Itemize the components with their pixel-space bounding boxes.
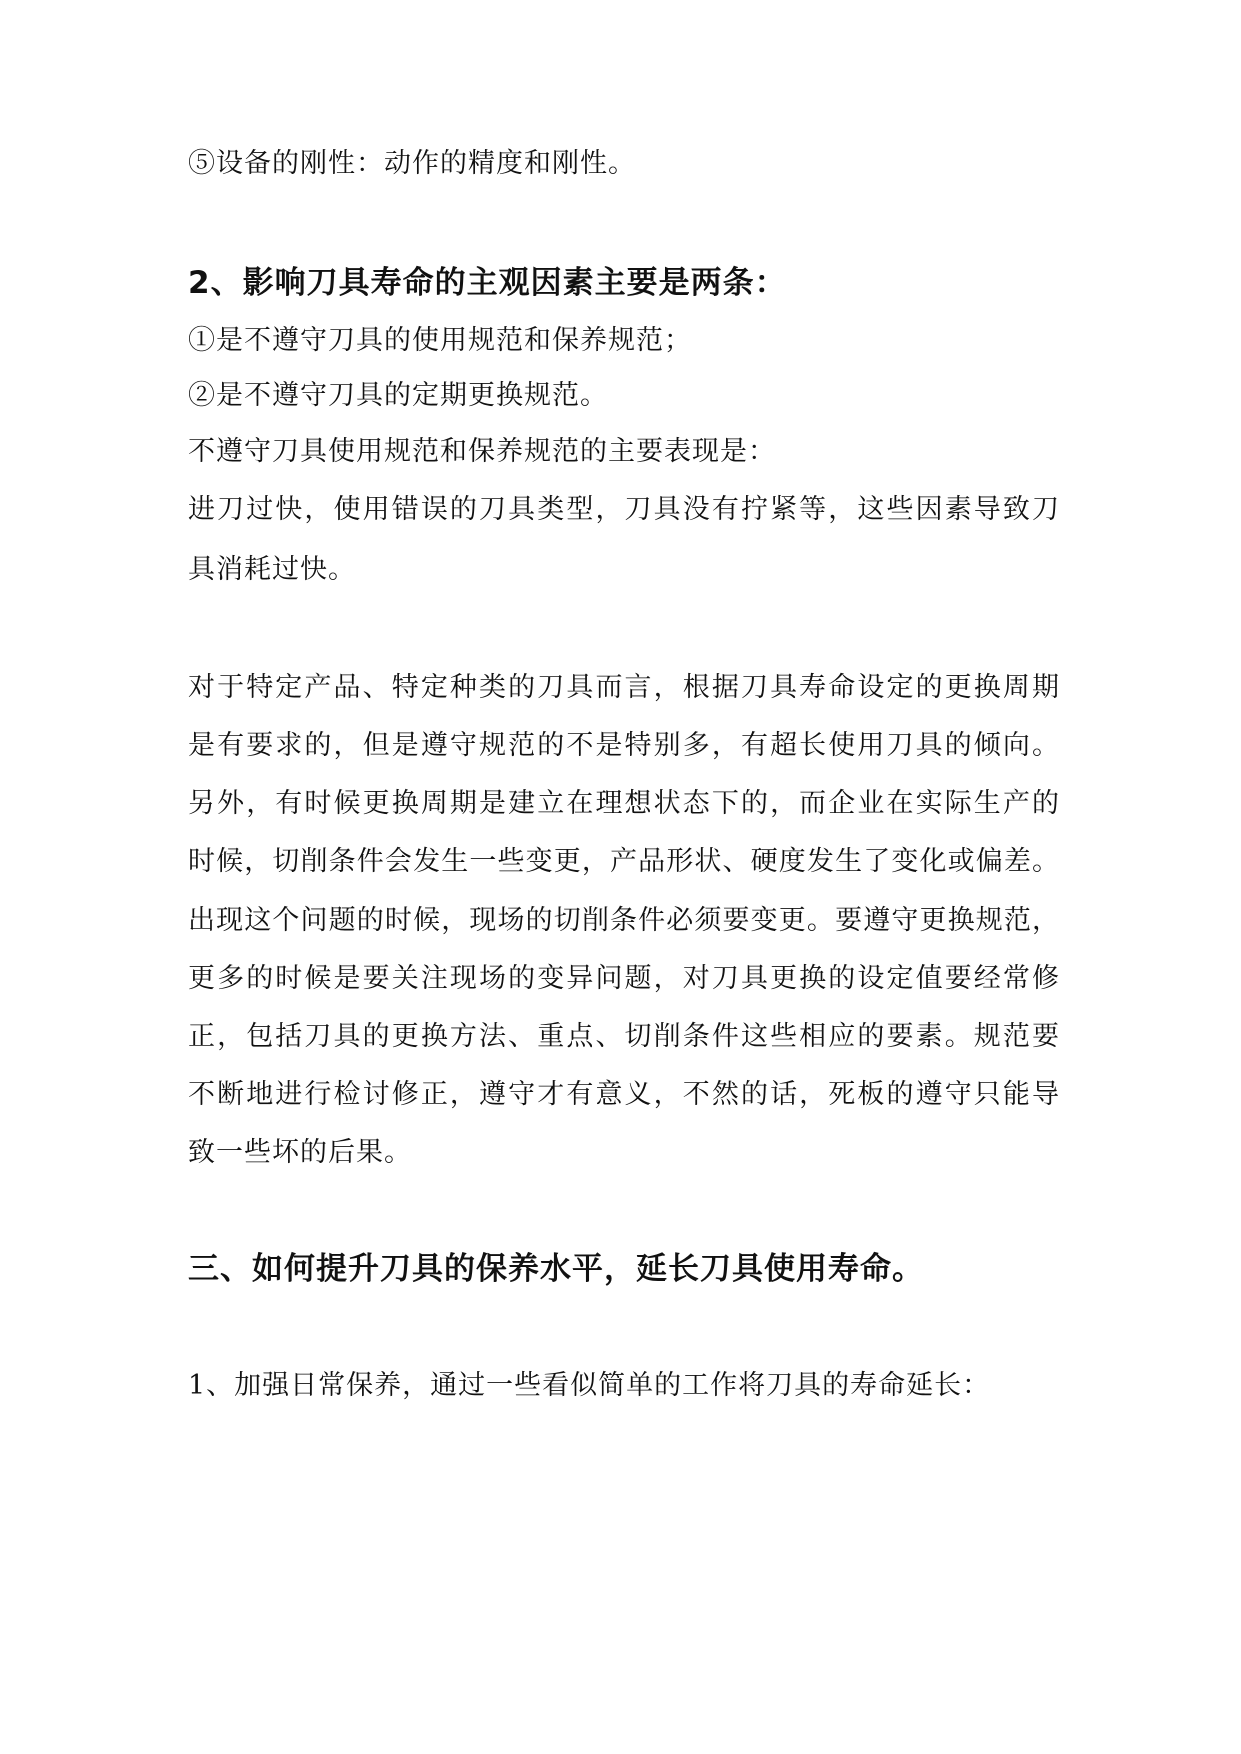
paragraph-line: 另外，有时候更换周期是建立在理想状态下的，而企业在实际生产的 — [188, 788, 1060, 819]
list-item-1: ①是不遵守刀具的使用规范和保养规范； — [188, 325, 692, 356]
rigidity-item: ⑤设备的刚性：动作的精度和刚性。 — [188, 148, 636, 179]
paragraph-line: 时候，切削条件会发生一些变更，产品形状、硬度发生了变化或偏差。 — [188, 846, 1060, 877]
paragraph-line: 更多的时候是要关注现场的变异问题，对刀具更换的设定值要经常修 — [188, 963, 1060, 994]
paragraph-line: 正，包括刀具的更换方法、重点、切削条件这些相应的要素。规范要 — [188, 1021, 1060, 1052]
list-item-3-1: 1、加强日常保养，通过一些看似简单的工作将刀具的寿命延长： — [188, 1370, 991, 1401]
list-item-2: ②是不遵守刀具的定期更换规范。 — [188, 380, 608, 411]
paragraph-line: 不断地进行检讨修正，遵守才有意义，不然的话，死板的遵守只能导 — [188, 1079, 1060, 1110]
paragraph-line: 具消耗过快。 — [188, 554, 356, 585]
section-3-heading: 三、如何提升刀具的保养水平，延长刀具使用寿命。 — [188, 1251, 924, 1287]
paragraph-line: 进刀过快，使用错误的刀具类型，刀具没有拧紧等，这些因素导致刀 — [188, 494, 1060, 525]
paragraph-line: 是有要求的，但是遵守规范的不是特别多，有超长使用刀具的倾向。 — [188, 730, 1060, 761]
intro-line: 不遵守刀具使用规范和保养规范的主要表现是： — [188, 436, 776, 467]
paragraph-line: 对于特定产品、特定种类的刀具而言，根据刀具寿命设定的更换周期 — [188, 672, 1060, 703]
paragraph-line: 致一些坏的后果。 — [188, 1137, 412, 1168]
paragraph-line: 出现这个问题的时候，现场的切削条件必须要变更。要遵守更换规范， — [188, 905, 1060, 936]
subheading-subjective-factors: 2、影响刀具寿命的主观因素主要是两条： — [188, 265, 787, 301]
